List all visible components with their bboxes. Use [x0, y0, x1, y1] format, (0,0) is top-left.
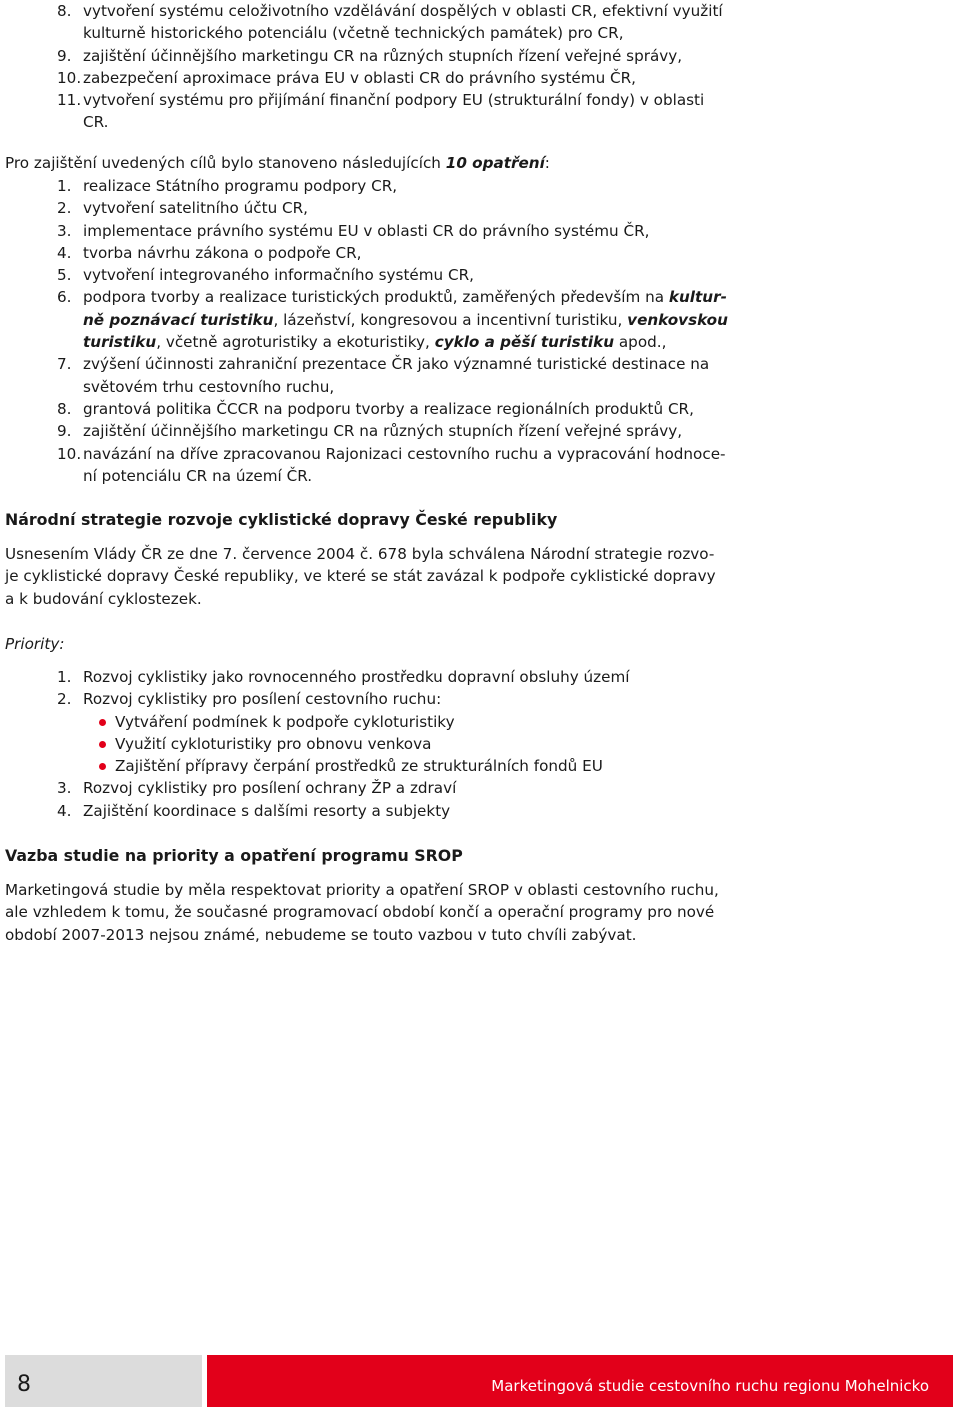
- list-item: 11. vytvoření systému pro přijímání finanční podpory EU (strukturální fondy) v oblasti CR.: [57, 91, 705, 132]
- paragraph-srop: Marketingová studie by měla respektovat priority a opatření SROP v oblasti cestovního ruchu, ale vzhledem k tomu, že současné programovací období končí a operační programy pro nové období 2007-2013 nejsou známé, nebudeme se touto vazbou v tuto chvíli zabývat.: [5, 881, 719, 944]
- footer-page-box: [5, 1355, 202, 1407]
- list-item: 4. tvorba návrhu zákona o podpoře CR,: [57, 243, 362, 262]
- bullet-item: Využití cykloturistiky pro obnovu venkova: [5, 733, 743, 755]
- list-item: 4. Zajištění koordinace s dalšími resorty a subjekty: [57, 801, 451, 820]
- list-item: 5. vytvoření integrovaného informačního systému CR,: [57, 266, 474, 285]
- list-item: 7. zvýšení účinnosti zahraniční prezentace ČR jako významné turistické destinace na světovém trhu cestovního ruchu,: [57, 355, 710, 396]
- list-item: 3. Rozvoj cyklistiky pro posílení ochrany ŽP a zdraví: [57, 779, 457, 798]
- section-heading-srop: Vazba studie na priority a opatření programu SROP: [5, 846, 463, 865]
- list-item: 2. Rozvoj cyklistiky pro posílení cestovního ruchu:: [57, 690, 442, 709]
- list-item: 1. Rozvoj cyklistiky jako rovnocenného prostředku dopravní obsluhy území: [57, 668, 630, 686]
- bullet-item: Vytváření podmínek k podpoře cykloturistiky: [5, 711, 743, 733]
- bullet-item: Zajištění přípravy čerpání prostředků ze strukturálních fondů EU: [5, 755, 743, 777]
- list-item: 2. vytvoření satelitního účtu CR,: [57, 199, 309, 218]
- list-item: 9. zajištění účinnějšího marketingu CR na různých stupních řízení veřejné správy,: [57, 422, 683, 441]
- list-item: 8. grantová politika ČCCR na podporu tvorby a realizace regionálních produktů CR,: [57, 399, 694, 418]
- section-heading-strategie: Národní strategie rozvoje cyklistické dopravy České republiky: [5, 510, 558, 529]
- sub-bullet-list: [5, 711, 743, 778]
- opatreni-intro: Pro zajištění uvedených cílů bylo stanoveno následujících 10 opatření:: [5, 154, 550, 172]
- list-item: 3. implementace právního systému EU v oblasti CR do právního systému ČR,: [57, 221, 650, 240]
- list-item: 10. zabezpečení aproximace práva EU v oblasti CR do právního systému ČR,: [57, 68, 637, 87]
- footer-title: Marketingová studie cestovního ruchu regionu Mohelnicko: [491, 1377, 929, 1395]
- list-top: [5, 0, 743, 134]
- bullet-icon: [99, 741, 106, 748]
- bullet-icon: [99, 763, 106, 770]
- priority-label: Priority:: [5, 635, 65, 653]
- priorities-list: [5, 666, 743, 822]
- bullet-icon: [99, 719, 106, 726]
- list-item: 10. navázání na dříve zpracovanou Rajonizaci cestovního ruchu a vypracování hodnoce- ní potenciálu CR na území ČR.: [57, 444, 726, 485]
- paragraph-strategie: Usnesením Vlády ČR ze dne 7. července 2004 č. 678 byla schválena Národní strategie rozvo- je cyklistické dopravy České republiky, ve které se stát zavázal k podpoře cyklistické dopravy a k budování cyklostezek.: [5, 545, 716, 608]
- page-number: 8: [17, 1372, 31, 1397]
- list-item: 1. realizace Státního programu podpory CR,: [57, 177, 398, 195]
- opatreni-list: [5, 175, 743, 487]
- list-item: 8. vytvoření systému celoživotního vzdělávání dospělých v oblasti CR, efektivní využití kulturně historického potenciálu (včetně technických památek) pro CR,: [57, 2, 723, 43]
- list-item: 6. podpora tvorby a realizace turistických produktů, zaměřených především na kultur- ně poznávací turistiku, lázeňství, kongresovou a incentivní turistiku, venkovskou turistiku, včetně agroturistiky a ekoturistiky, cyklo a pěší turistiku apod.,: [57, 288, 728, 352]
- list-item: 9. zajištění účinnějšího marketingu CR na různých stupních řízení veřejné správy,: [57, 46, 683, 65]
